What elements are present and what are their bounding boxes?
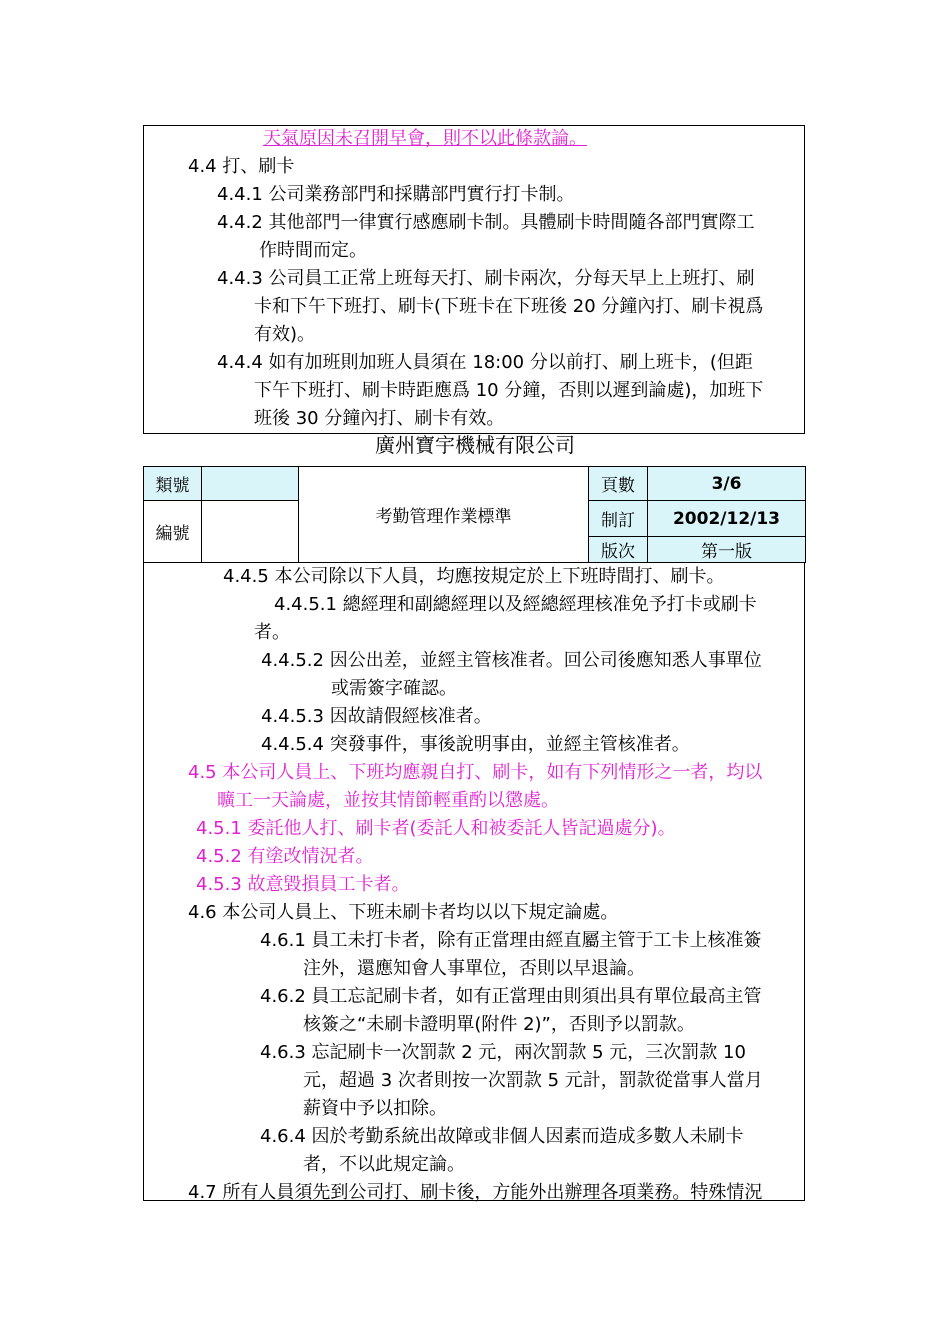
text-line: 4.4.1 公司業務部門和採購部門實行打卡制。 [217, 184, 575, 205]
text-line: 4.4.3 公司員工正常上班每天打、刷卡兩次，分每天早上上班打、刷 [217, 268, 755, 289]
text-line: 4.4.5.1 總經理和副總經理以及經總經理核准免予打卡或刷卡 [274, 594, 757, 615]
company-name: 廣州寶宇機械有限公司 [375, 433, 575, 457]
text-line: 4.6.4 因於考勤系統出故障或非個人因素而造成多數人未刷卡 [260, 1126, 744, 1147]
section-heading: 4.4 打、刷卡 [188, 156, 295, 177]
made-value: 2002/12/13 [648, 501, 806, 537]
text-line: 4.4.5.2 因公出差，並經主管核准者。回公司後應知悉人事單位 [261, 650, 762, 671]
text-line: 天氣原因未召開早會，則不以此條款論。 [263, 128, 587, 149]
number-label: 編號 [144, 501, 202, 563]
text-line: 4.5.1 委託他人打、刷卡者(委託人和被委託人皆記過處分)。 [196, 818, 676, 839]
version-value: 第一版 [648, 537, 806, 563]
text-line: 有效)。 [254, 324, 316, 345]
text-line: 者，不以此規定論。 [303, 1154, 465, 1175]
text-line: 卡和下午下班打、刷卡(下班卡在下班後 20 分鐘內打、刷卡視爲 [254, 296, 764, 317]
pages-value: 3/6 [648, 467, 806, 501]
text-line: 4.6.3 忘記刷卡一次罰款 2 元，兩次罰款 5 元，三次罰款 10 [260, 1042, 746, 1063]
number-value [202, 501, 299, 563]
doc-title: 考勤管理作業標準 [299, 467, 589, 563]
text-line: 4.5.3 故意毀損員工卡者。 [196, 874, 410, 895]
version-label: 版次 [589, 537, 648, 563]
text-line: 核簽之“未刷卡證明單(附件 2)”，否則予以罰款。 [303, 1014, 695, 1035]
made-label: 制訂 [589, 501, 648, 537]
category-label: 類號 [144, 467, 202, 501]
text-line: 4.5 本公司人員上、下班均應親自打、刷卡，如有下列情形之一者，均以 [188, 762, 763, 783]
text-line: 曠工一天論處，並按其情節輕重酌以懲處。 [217, 790, 559, 811]
text-line: 4.6.2 員工忘記刷卡者，如有正當理由則須出具有單位最高主管 [260, 986, 762, 1007]
pages-label: 頁數 [589, 467, 648, 501]
text-line: 元，超過 3 次者則按一次罰款 5 元計，罰款從當事人當月 [303, 1070, 763, 1091]
text-line: 4.4.5.4 突發事件，事後說明事由，並經主管核准者。 [261, 734, 690, 755]
text-line: 者。 [254, 622, 290, 643]
text-line: 作時間而定。 [259, 240, 367, 261]
text-line: 班後 30 分鐘內打、刷卡有效。 [254, 408, 505, 429]
text-line: 4.4.2 其他部門一律實行感應刷卡制。具體刷卡時間隨各部門實際工 [217, 212, 755, 233]
text-line: 薪資中予以扣除。 [303, 1098, 447, 1119]
text-line: 或需簽字確認。 [331, 678, 457, 699]
text-line: 4.4.5.3 因故請假經核准者。 [261, 706, 492, 727]
text-line: 4.6.1 員工未打卡者，除有正當理由經直屬主管于工卡上核准簽 [260, 930, 762, 951]
text-line: 4.4.4 如有加班則加班人員須在 18:00 分以前打、刷上班卡，(但距 [217, 352, 753, 373]
document-header-table [143, 466, 806, 563]
category-value [202, 467, 299, 501]
text-line: 4.6 本公司人員上、下班未刷卡者均以以下規定論處。 [188, 902, 619, 923]
text-line: 4.4.5 本公司除以下人員，均應按規定於上下班時間打、刷卡。 [223, 566, 725, 587]
text-line: 注外，還應知會人事單位，否則以早退論。 [303, 958, 645, 979]
text-line: 下午下班打、刷卡時距應爲 10 分鐘，否則以遲到論處)，加班下 [254, 380, 764, 401]
text-line: 4.5.2 有塗改情況者。 [196, 846, 374, 867]
text-line: 4.7 所有人員須先到公司打、刷卡後，方能外出辦理各項業務。特殊情況 [188, 1182, 763, 1203]
